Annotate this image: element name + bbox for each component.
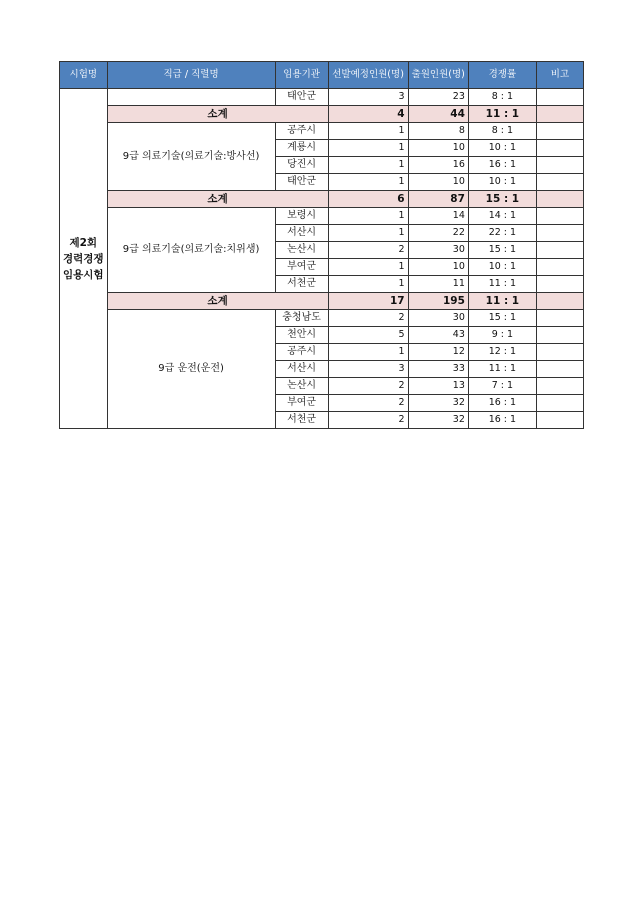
agency-cell: 천안시 <box>275 327 328 344</box>
header-applicants: 출원인원(명) <box>408 62 468 89</box>
agency-cell: 태안군 <box>275 89 328 106</box>
applicants-cell: 33 <box>408 361 468 378</box>
ratio-cell: 8 : 1 <box>468 123 536 140</box>
note-cell <box>536 327 583 344</box>
ratio-cell: 7 : 1 <box>468 378 536 395</box>
agency-cell: 서산시 <box>275 225 328 242</box>
applicants-cell: 14 <box>408 208 468 225</box>
agency-cell: 부여군 <box>275 395 328 412</box>
agency-cell: 서산시 <box>275 361 328 378</box>
note-cell <box>536 293 583 310</box>
planned-cell: 17 <box>328 293 408 310</box>
applicants-cell: 8 <box>408 123 468 140</box>
note-cell <box>536 310 583 327</box>
applicants-cell: 32 <box>408 395 468 412</box>
ratio-cell: 11 : 1 <box>468 293 536 310</box>
header-ratio: 경쟁률 <box>468 62 536 89</box>
table-row <box>60 123 584 140</box>
note-cell <box>536 208 583 225</box>
results-table <box>59 61 584 429</box>
header-planned: 선발예정인원(명) <box>328 62 408 89</box>
header-note: 비고 <box>536 62 583 89</box>
planned-cell: 1 <box>328 123 408 140</box>
header-agency: 임용기관 <box>275 62 328 89</box>
subtotal-row <box>60 293 584 310</box>
applicants-cell: 16 <box>408 157 468 174</box>
applicants-cell: 10 <box>408 140 468 157</box>
agency-cell: 논산시 <box>275 242 328 259</box>
ratio-cell: 15 : 1 <box>468 310 536 327</box>
note-cell <box>536 242 583 259</box>
ratio-cell: 14 : 1 <box>468 208 536 225</box>
exam-name-cell: 제2회 경력경쟁 임용시험 <box>60 89 108 429</box>
agency-cell: 논산시 <box>275 378 328 395</box>
subtotal-label: 소계 <box>107 191 328 208</box>
note-cell <box>536 344 583 361</box>
planned-cell: 1 <box>328 140 408 157</box>
planned-cell: 1 <box>328 208 408 225</box>
planned-cell: 1 <box>328 276 408 293</box>
applicants-cell: 11 <box>408 276 468 293</box>
ratio-cell: 11 : 1 <box>468 361 536 378</box>
position-cell: 9급 의료기술(의료기술:치위생) <box>107 208 275 293</box>
ratio-cell: 10 : 1 <box>468 140 536 157</box>
header-row <box>60 62 584 89</box>
applicants-cell: 10 <box>408 259 468 276</box>
position-cell <box>107 89 275 106</box>
agency-cell: 충청남도 <box>275 310 328 327</box>
applicants-cell: 12 <box>408 344 468 361</box>
planned-cell: 2 <box>328 395 408 412</box>
ratio-cell: 16 : 1 <box>468 395 536 412</box>
note-cell <box>536 123 583 140</box>
note-cell <box>536 378 583 395</box>
table-row <box>60 310 584 327</box>
applicants-cell: 22 <box>408 225 468 242</box>
applicants-cell: 13 <box>408 378 468 395</box>
subtotal-row <box>60 106 584 123</box>
note-cell <box>536 157 583 174</box>
table-row <box>60 89 584 106</box>
note-cell <box>536 140 583 157</box>
ratio-cell: 11 : 1 <box>468 106 536 123</box>
planned-cell: 3 <box>328 361 408 378</box>
applicants-cell: 44 <box>408 106 468 123</box>
ratio-cell: 11 : 1 <box>468 276 536 293</box>
ratio-cell: 10 : 1 <box>468 174 536 191</box>
planned-cell: 2 <box>328 310 408 327</box>
note-cell <box>536 89 583 106</box>
subtotal-label: 소계 <box>107 293 328 310</box>
ratio-cell: 12 : 1 <box>468 344 536 361</box>
note-cell <box>536 174 583 191</box>
planned-cell: 1 <box>328 344 408 361</box>
agency-cell: 태안군 <box>275 174 328 191</box>
position-cell: 9급 운전(운전) <box>107 310 275 429</box>
planned-cell: 1 <box>328 259 408 276</box>
ratio-cell: 10 : 1 <box>468 259 536 276</box>
planned-cell: 2 <box>328 412 408 429</box>
applicants-cell: 195 <box>408 293 468 310</box>
note-cell <box>536 276 583 293</box>
agency-cell: 공주시 <box>275 123 328 140</box>
planned-cell: 4 <box>328 106 408 123</box>
header-exam: 시험명 <box>60 62 108 89</box>
ratio-cell: 22 : 1 <box>468 225 536 242</box>
ratio-cell: 16 : 1 <box>468 412 536 429</box>
applicants-cell: 43 <box>408 327 468 344</box>
planned-cell: 6 <box>328 191 408 208</box>
agency-cell: 공주시 <box>275 344 328 361</box>
agency-cell: 당진시 <box>275 157 328 174</box>
agency-cell: 부여군 <box>275 259 328 276</box>
note-cell <box>536 412 583 429</box>
table-body <box>60 89 584 429</box>
subtotal-label: 소계 <box>107 106 328 123</box>
header-position: 직급 / 직렬명 <box>107 62 275 89</box>
ratio-cell: 8 : 1 <box>468 89 536 106</box>
ratio-cell: 16 : 1 <box>468 157 536 174</box>
planned-cell: 2 <box>328 378 408 395</box>
note-cell <box>536 225 583 242</box>
subtotal-row <box>60 191 584 208</box>
note-cell <box>536 259 583 276</box>
agency-cell: 서천군 <box>275 412 328 429</box>
table-row <box>60 208 584 225</box>
applicants-cell: 87 <box>408 191 468 208</box>
agency-cell: 서천군 <box>275 276 328 293</box>
planned-cell: 1 <box>328 157 408 174</box>
position-cell: 9급 의료기술(의료기술:방사선) <box>107 123 275 191</box>
agency-cell: 보령시 <box>275 208 328 225</box>
ratio-cell: 15 : 1 <box>468 242 536 259</box>
applicants-cell: 10 <box>408 174 468 191</box>
applicants-cell: 30 <box>408 242 468 259</box>
planned-cell: 1 <box>328 174 408 191</box>
agency-cell: 계룡시 <box>275 140 328 157</box>
note-cell <box>536 395 583 412</box>
ratio-cell: 15 : 1 <box>468 191 536 208</box>
planned-cell: 1 <box>328 225 408 242</box>
note-cell <box>536 191 583 208</box>
planned-cell: 3 <box>328 89 408 106</box>
applicants-cell: 23 <box>408 89 468 106</box>
planned-cell: 5 <box>328 327 408 344</box>
planned-cell: 2 <box>328 242 408 259</box>
note-cell <box>536 361 583 378</box>
ratio-cell: 9 : 1 <box>468 327 536 344</box>
note-cell <box>536 106 583 123</box>
applicants-cell: 30 <box>408 310 468 327</box>
applicants-cell: 32 <box>408 412 468 429</box>
